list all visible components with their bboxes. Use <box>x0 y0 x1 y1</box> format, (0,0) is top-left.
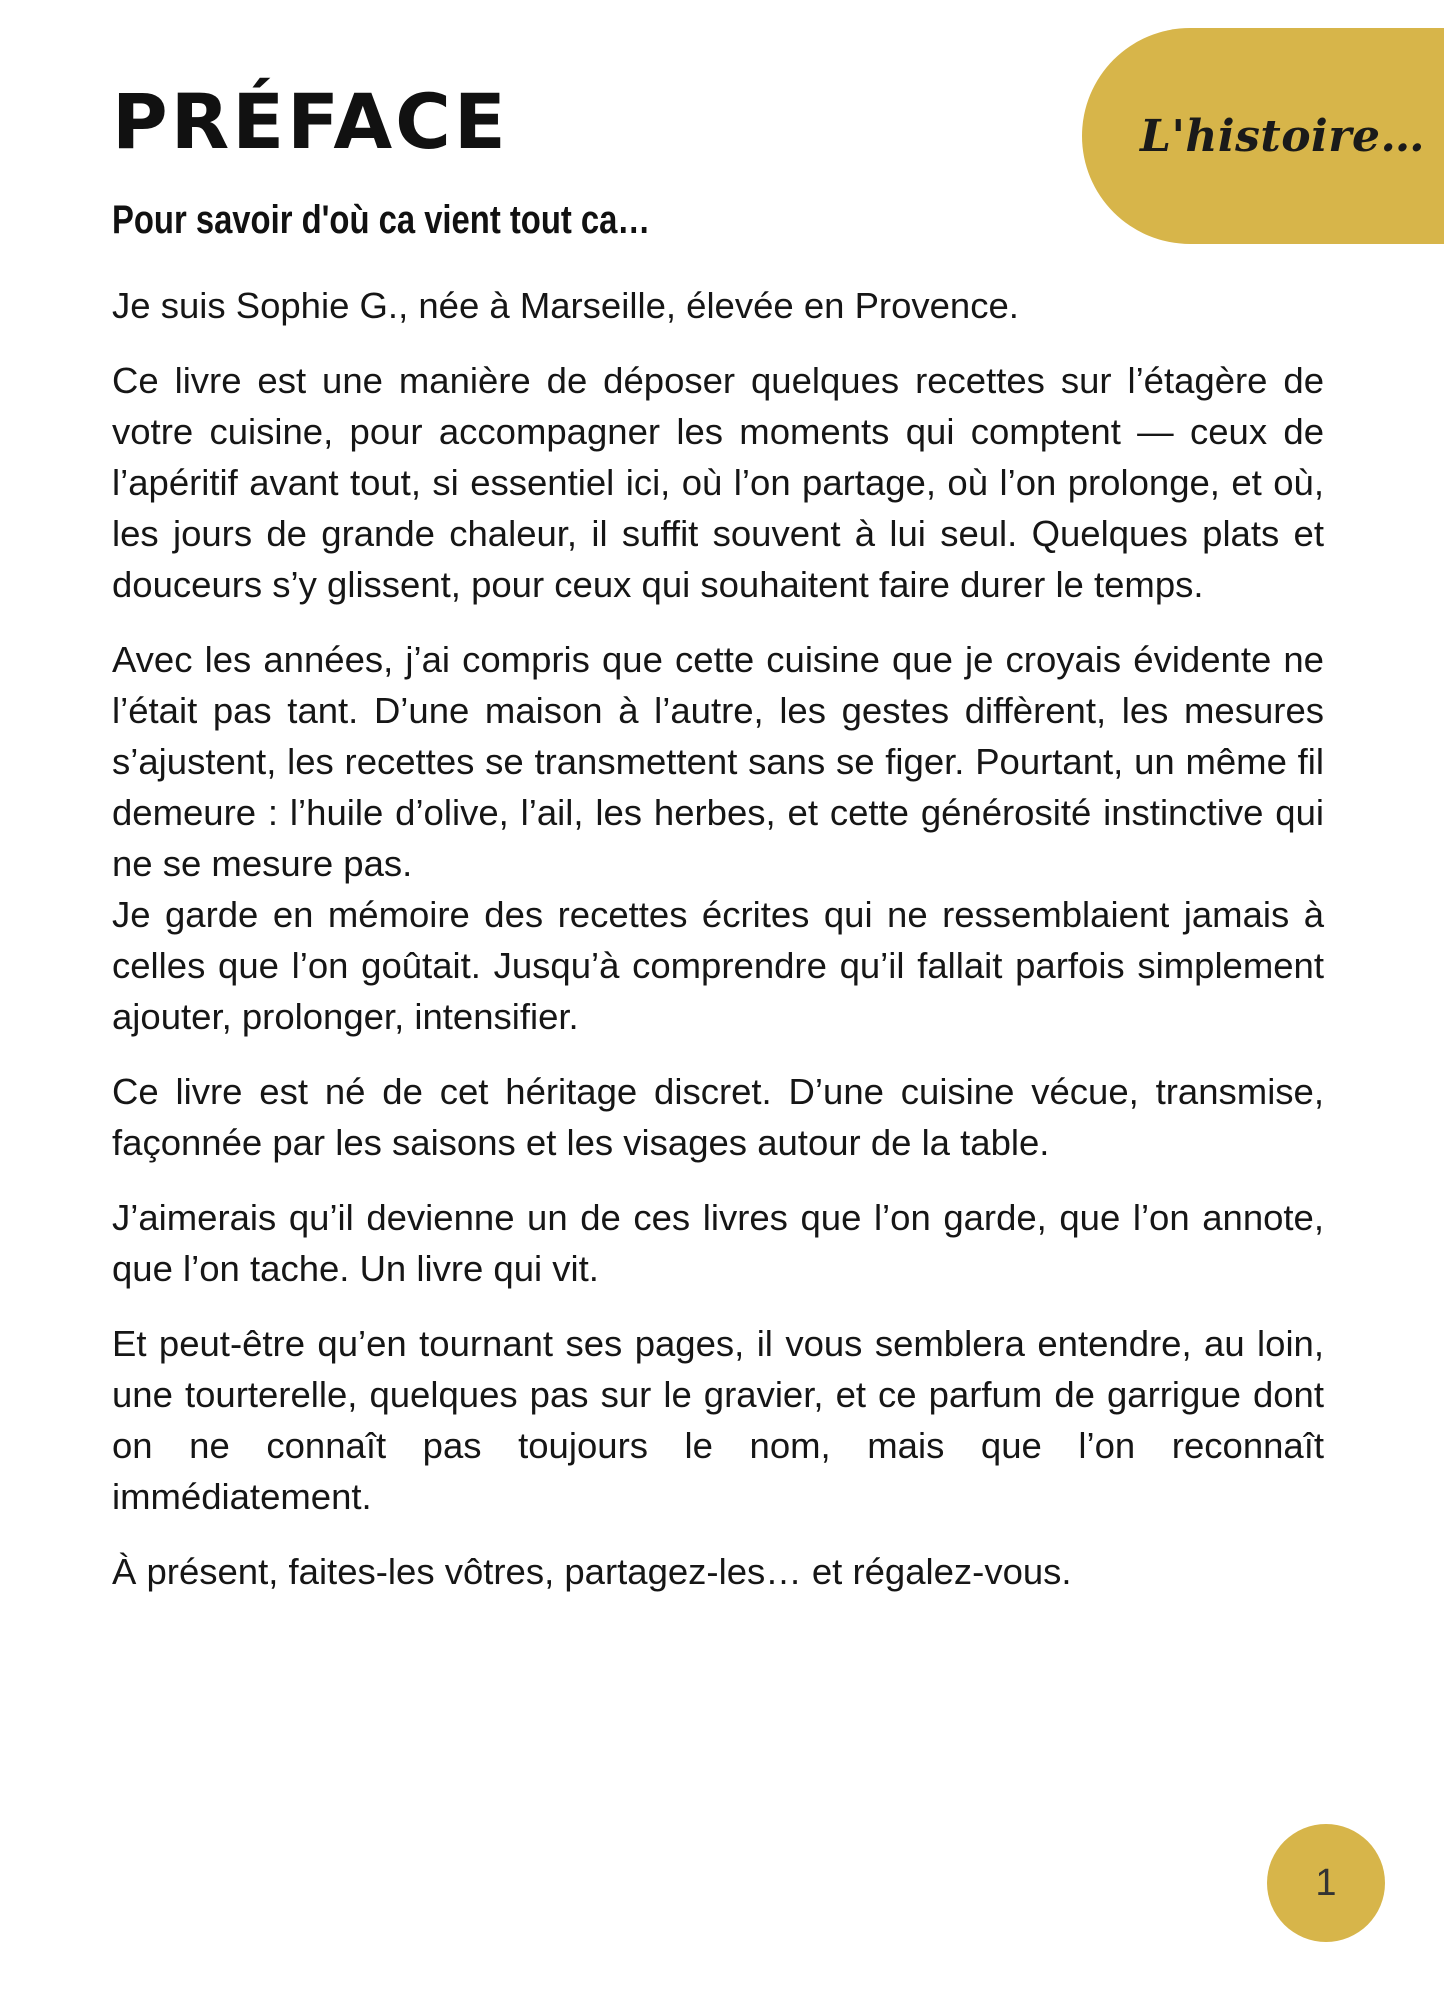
preface-body <box>112 280 1324 1621</box>
section-tab <box>1082 28 1444 244</box>
paragraph-tradition: Avec les années, j’ai compris que cette cuisine que je croyais évidente ne l’était pas tant. D’une maison à l’autre, les gestes diffèrent, les mesures s’ajustent, les recettes se transmettent sans se figer. Pourtant, un même fil demeure : l’huile d’olive, l’ail, les herbes, et cette générosité instinctive qui ne se mesure pas. <box>112 639 1324 884</box>
paragraph-closing: À présent, faites-les vôtres, partagez-les… et régalez-vous. <box>112 1551 1072 1592</box>
paragraph-garrigue: Et peut-être qu’en tournant ses pages, il vous semblera entendre, au loin, une tourterelle, quelques pas sur le gravier, et ce parfum de garrigue dont on ne connaît pas toujours le nom, mais que l’on reconnaît immédiatement. <box>112 1323 1324 1517</box>
section-tab-label: L'histoire… <box>1140 110 1425 162</box>
page-title: PRÉFACE <box>112 77 509 166</box>
paragraph-memory: Je garde en mémoire des recettes écrites qui ne ressemblaient jamais à celles que l’on goûtait. Jusqu’à comprendre qu’il fallait parfois simplement ajouter, prolonger, intensifier. <box>112 894 1324 1037</box>
page-number: 1 <box>1315 1861 1337 1904</box>
paragraph-living-book: J’aimerais qu’il devienne un de ces livres que l’on garde, que l’on annote, que l’on tache. Un livre qui vit. <box>112 1197 1324 1289</box>
paragraph-book-purpose: Ce livre est une manière de déposer quelques recettes sur l’étagère de votre cuisine, pour accompagner les moments qui comptent — ceux de l’apéritif avant tout, si essentiel ici, où l’on partage, où l’on prolonge, et où, les jours de grande chaleur, il suffit souvent à lui seul. Quelques plats et douceurs s’y glissent, pour ceux qui souhaitent faire durer le temps. <box>112 360 1324 605</box>
paragraph-heritage: Ce livre est né de cet héritage discret. D’une cuisine vécue, transmise, façonnée par les saisons et les visages autour de la table. <box>112 1071 1324 1163</box>
page-number-badge <box>1267 1824 1385 1942</box>
paragraph-intro: Je suis Sophie G., née à Marseille, élevée en Provence. <box>112 285 1019 326</box>
page-subtitle: Pour savoir d'où ca vient tout ca… <box>112 198 651 242</box>
